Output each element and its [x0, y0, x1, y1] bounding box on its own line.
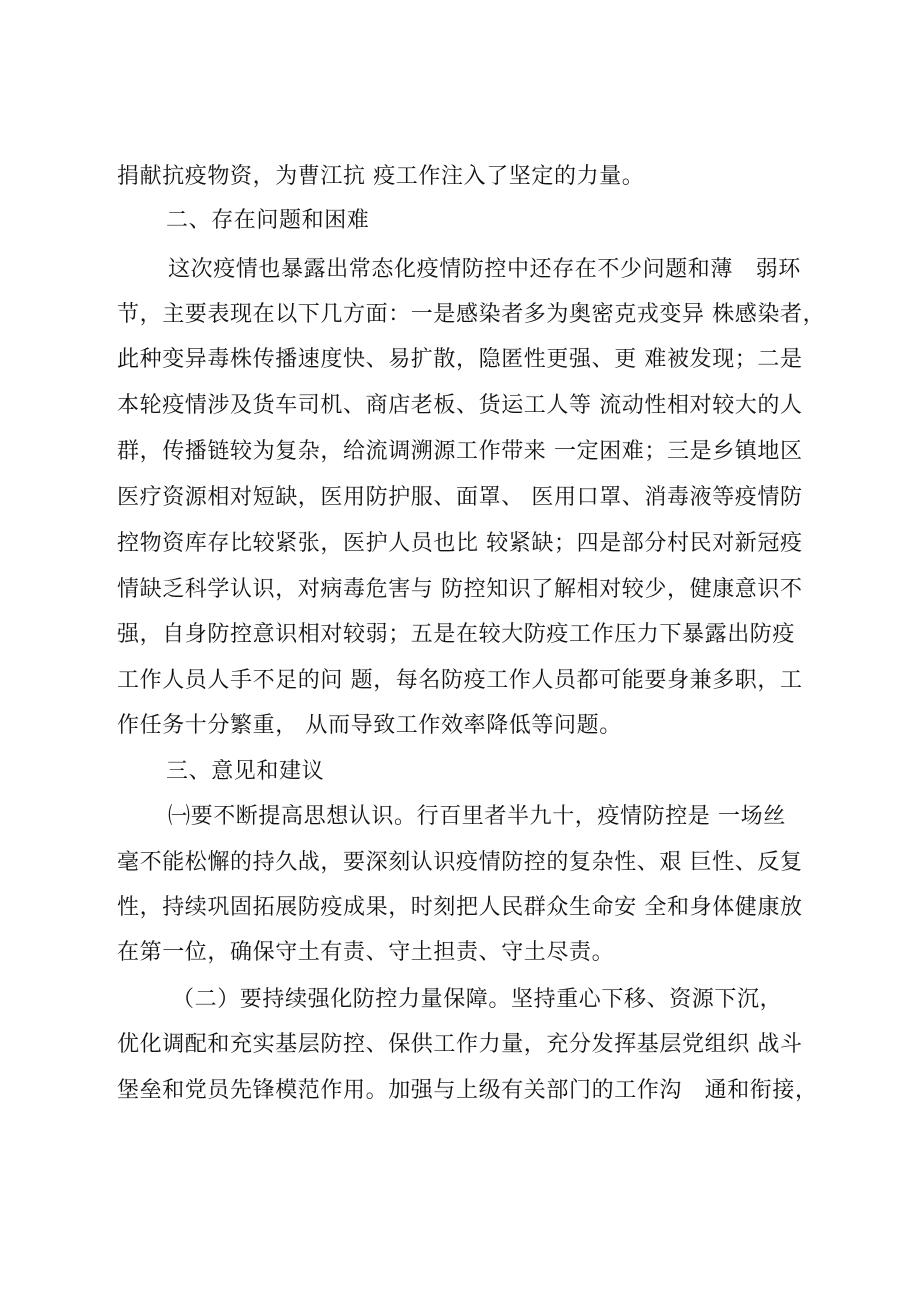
paragraph-line: 优化调配和充实基层防控、保供工作力量，充分发挥基层党组织 战斗	[117, 1032, 803, 1057]
paragraph-line: （二）要持续强化防控力量保障。坚持重心下移、资源下沉，	[172, 987, 783, 1012]
paragraph-line: 医疗资源相对短缺，医用防护服、面罩、 医用口罩、消毒液等疫情防	[117, 485, 803, 510]
paragraph-line: 捐献抗疫物资，为曹江抗 疫工作注入了坚定的力量。	[117, 164, 645, 189]
paragraph-line: 本轮疫情涉及货车司机、商店老板、货运工人等 流动性相对较大的人	[117, 393, 803, 418]
paragraph-line: 毫不能松懈的持久战，要深刻认识疫情防控的复杂性、艰 巨性、反复	[117, 850, 803, 875]
paragraph-line: 此种变异毒株传播速度快、易扩散，隐匿性更强、更 难被发现；二是	[117, 347, 803, 372]
paragraph-line: 在第一位，确保守土有责、守土担责、守土尽责。	[117, 940, 615, 965]
paragraph-line: 群，传播链较为复杂，给流调溯源工作带来 一定困难；三是乡镇地区	[117, 439, 803, 464]
paragraph-line: 这次疫情也暴露出常态化疫情防控中还存在不少问题和薄 弱环	[168, 257, 801, 282]
section-heading: 二、存在问题和困难	[166, 208, 370, 233]
paragraph-line: 控物资库存比较紧张，医护人员也比 较紧缺；四是部分村民对新冠疫	[117, 531, 803, 556]
section-heading: 三、意见和建议	[166, 759, 325, 784]
paragraph-line: 节，主要表现在以下几方面：一是感染者多为奥密克戎变异 株感染者，	[117, 302, 826, 327]
paragraph-line: 情缺乏科学认识，对病毒危害与 防控知识了解相对较少，健康意识不	[117, 577, 803, 602]
paragraph-line: 堡垒和党员先锋模范作用。加强与上级有关部门的工作沟 通和衔接，	[117, 1078, 818, 1103]
paragraph-line: 性，持续巩固拓展防疫成果，时刻把人民群众生命安 全和身体健康放	[117, 895, 803, 920]
paragraph-line: 强，自身防控意识相对较弱；五是在较大防疫工作压力下暴露出防疫	[117, 622, 796, 647]
paragraph-line: 工作人员人手不足的问 题，每名防疫工作人员都可能要身兼多职，工	[117, 668, 803, 693]
paragraph-line: 作任务十分繁重， 从而导致工作效率降低等问题。	[117, 713, 622, 738]
paragraph-line: ㈠要不断提高思想认识。行百里者半九十，疫情防控是 一场丝	[168, 804, 786, 829]
